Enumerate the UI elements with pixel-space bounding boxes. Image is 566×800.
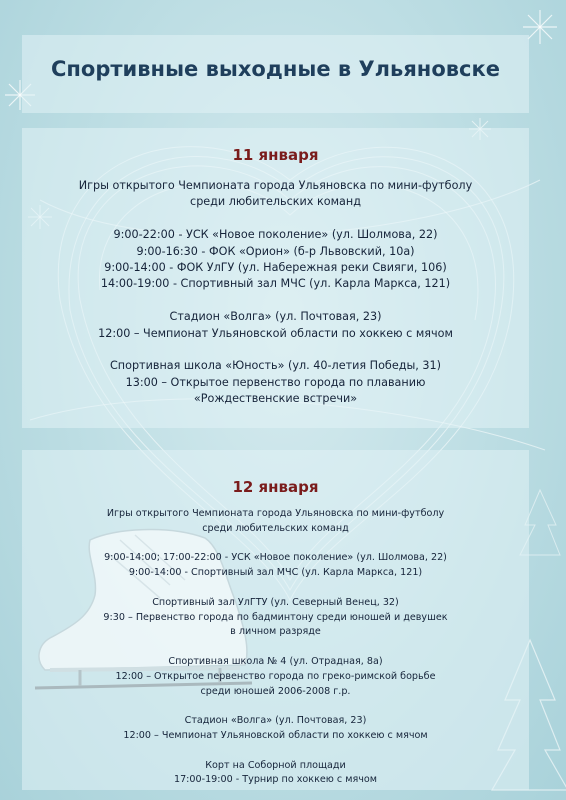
event-text-line	[22, 342, 529, 358]
event-text-line: Корт на Соборной площади	[205, 759, 346, 771]
event-text-line: 12:00 – Чемпионат Ульяновской области по хоккею с мячом	[123, 729, 428, 741]
event-text-line: Спортивный зал УлГТУ (ул. Северный Венец, 32)	[152, 596, 399, 608]
event-text-line	[22, 293, 529, 309]
page-title: Спортивные выходные в Ульяновске	[51, 57, 500, 81]
jan12-events	[22, 507, 529, 788]
event-text-line: 17:00-19:00 - Турнир по хоккею с мячом	[173, 774, 378, 786]
event-text-line: среди юношей 2006-2008 г.р.	[200, 685, 351, 697]
event-text-line: 9:00-14:00 - Спортивный зал МЧС (ул. Карла Маркса, 121)	[128, 567, 423, 579]
event-text-line: в личном разряде	[230, 626, 321, 638]
event-text-line: 9:00-14:00 - ФОК УлГУ (ул. Набережная реки Свияги, 106)	[104, 261, 447, 275]
event-text-line	[22, 211, 529, 227]
event-text-line	[22, 699, 529, 714]
event-text-line	[22, 744, 529, 759]
event-text-line: 12:00 – Открытое первенство города по греко-римской борьбе	[115, 670, 436, 682]
event-text-line	[22, 537, 529, 552]
event-text-line: Спортивная школа «Юность» (ул. 40-летия Победы, 31)	[109, 359, 441, 373]
event-text-line: «Рождественские встречи»	[193, 392, 358, 406]
event-text-line: 9:00-14:00; 17:00-22:00 - УСК «Новое поколение» (ул. Шолмова, 22)	[104, 552, 447, 564]
jan11-events	[22, 178, 529, 408]
date-heading-jan12: 12 января	[232, 478, 319, 496]
event-text-line: среди любительских команд	[190, 195, 361, 209]
event-text-line	[22, 640, 529, 655]
event-text-line: Стадион «Волга» (ул. Почтовая, 23)	[169, 310, 382, 324]
event-text-line: 9:00-16:30 - ФОК «Орион» (б-р Львовский, 10а)	[136, 244, 415, 258]
event-text-line: 9:30 – Первенство города по бадминтону среди юношей и девушек	[103, 611, 448, 623]
event-text-line: 14:00-19:00 - Спортивный зал МЧС (ул. Карла Маркса, 121)	[100, 277, 451, 291]
event-text-line: 12:00 – Чемпионат Ульяновской области по хоккею с мячом	[98, 326, 453, 340]
event-text-line: среди любительских команд	[202, 522, 349, 534]
event-text-line: 9:00-22:00 - УСК «Новое поколение» (ул. Шолмова, 22)	[113, 228, 438, 242]
event-text-line: Спортивная школа № 4 (ул. Отрадная, 8а)	[168, 655, 383, 667]
event-text-line: 13:00 – Открытое первенство города по плаванию	[125, 375, 426, 389]
date-heading-jan11: 11 января	[232, 146, 319, 164]
event-text-line: Стадион «Волга» (ул. Почтовая, 23)	[184, 715, 367, 727]
event-text-line: Игры открытого Чемпионата города Ульяновска по мини-футболу	[106, 508, 445, 519]
event-text-line: Игры открытого Чемпионата города Ульяновска по мини-футболу	[78, 179, 473, 192]
event-text-line	[22, 581, 529, 596]
